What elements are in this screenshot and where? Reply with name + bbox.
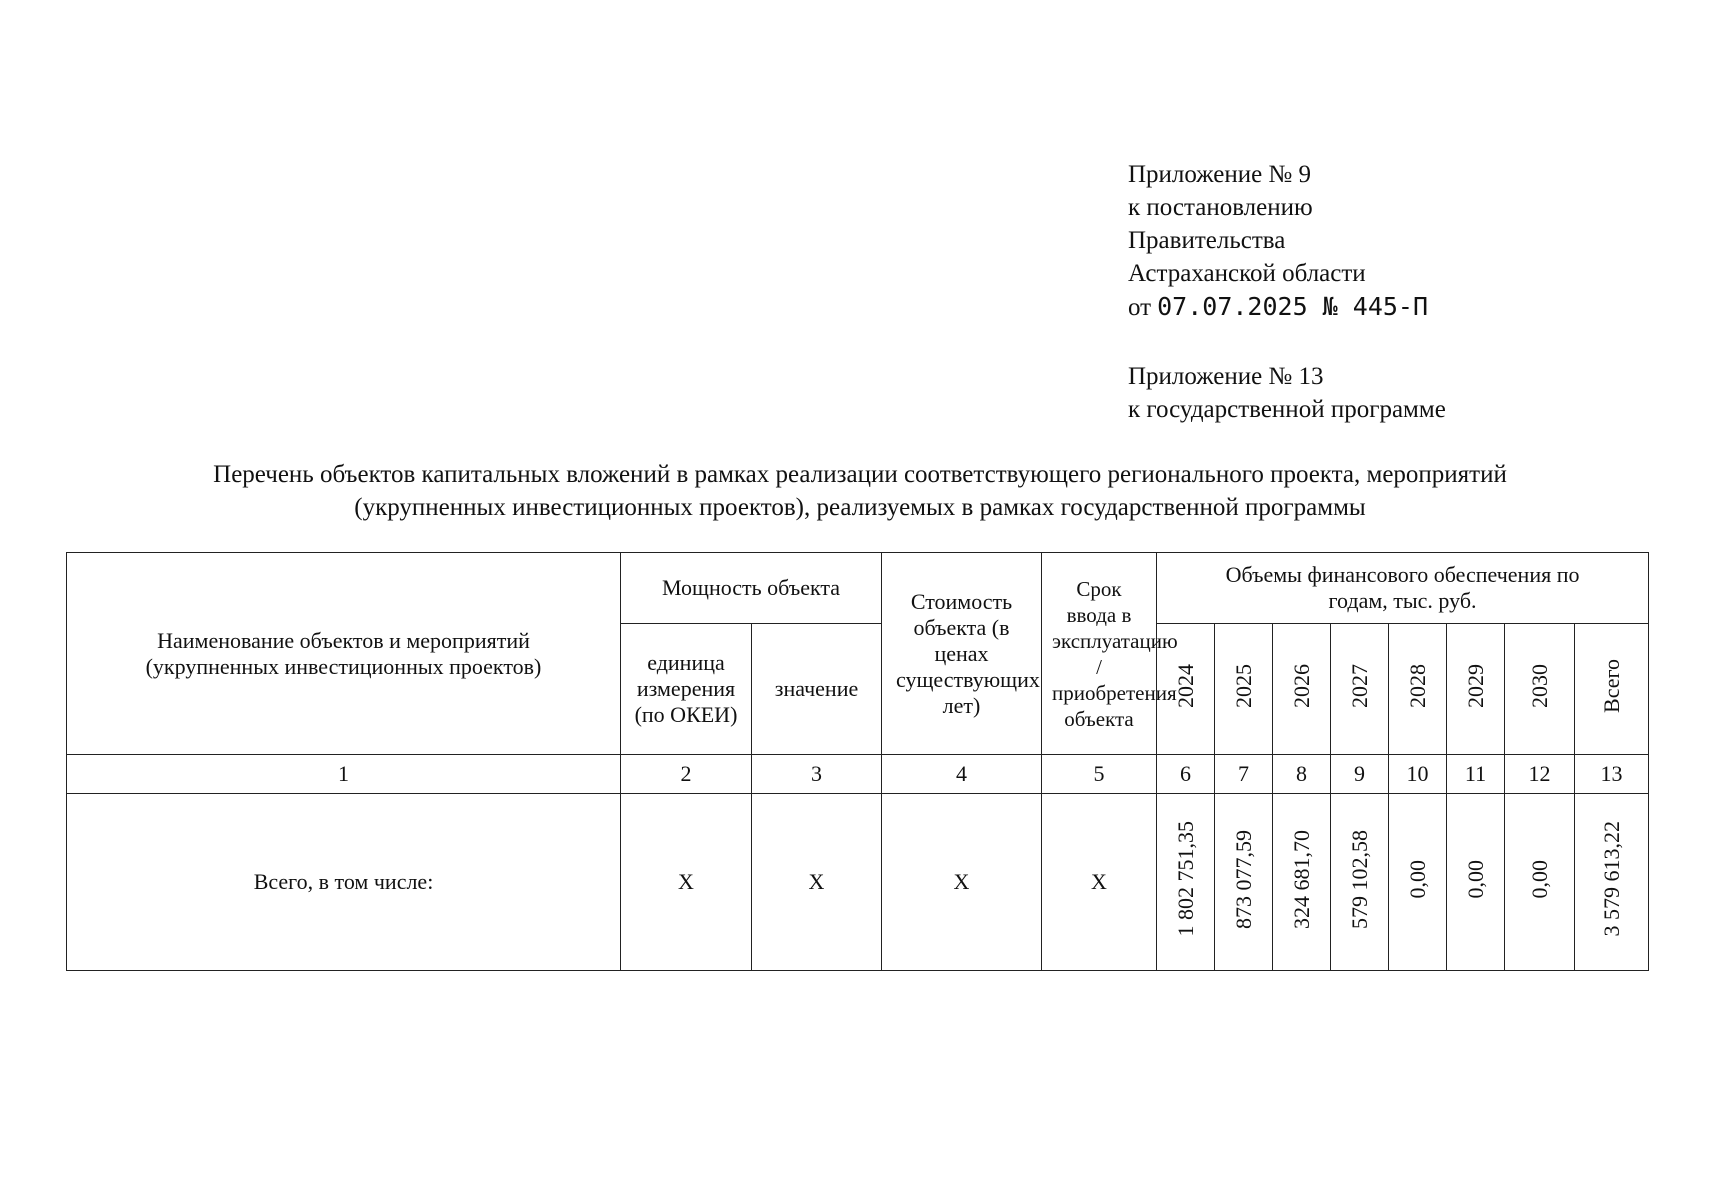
row-amount-2027: 579 102,58 (1331, 794, 1389, 971)
row-amount-2024: 1 802 751,35 (1157, 794, 1215, 971)
header-year-total: Всего (1575, 624, 1649, 755)
row-term: Х (1042, 794, 1157, 971)
decree-appendix-line: к постановлению (1128, 194, 1313, 221)
row-value: Х (752, 794, 882, 971)
decree-date-number: 07.07.2025 № 445-П (1157, 292, 1429, 321)
header-funding: Объемы финансового обеспечения по годам, тыс. руб. (1157, 553, 1649, 624)
column-number: 2 (621, 755, 752, 794)
column-number: 1 (67, 755, 621, 794)
column-number: 7 (1215, 755, 1273, 794)
row-amount-total: 3 579 613,22 (1575, 794, 1649, 971)
header-name: Наименование объектов и мероприятий (укрупненных инвестиционных проектов) (67, 553, 621, 755)
header-year-2028: 2028 (1389, 624, 1447, 755)
row-amount-2025: 873 077,59 (1215, 794, 1273, 971)
header-year-2024: 2024 (1157, 624, 1215, 755)
row-name: Всего, в том числе: (67, 794, 621, 971)
header-unit: единица измерения (по ОКЕИ) (621, 624, 752, 755)
header-year-2027: 2027 (1331, 624, 1389, 755)
decree-date-prefix: от (1128, 294, 1152, 321)
document-title-line: Перечень объектов капитальных вложений в рамках реализации соответствующего регионального проекта, мероприятий (213, 461, 1507, 488)
decree-appendix-line: Правительства (1128, 227, 1286, 254)
column-number-row (67, 755, 1649, 794)
header-year-2025: 2025 (1215, 624, 1273, 755)
header-value: значение (752, 624, 882, 755)
row-amount-2026: 324 681,70 (1273, 794, 1331, 971)
column-number: 12 (1505, 755, 1575, 794)
decree-appendix-block (1128, 158, 1428, 324)
column-number: 11 (1447, 755, 1505, 794)
header-term: Срок ввода в эксплуатацию / приобретения объекта (1042, 553, 1157, 755)
header-cost: Стоимость объекта (в ценах существующих лет) (882, 553, 1042, 755)
decree-appendix-line: Приложение № 9 (1128, 161, 1312, 188)
column-number: 4 (882, 755, 1042, 794)
row-amount-2028: 0,00 (1389, 794, 1447, 971)
row-cost: Х (882, 794, 1042, 971)
column-number: 3 (752, 755, 882, 794)
column-number: 6 (1157, 755, 1215, 794)
decree-date-line (1128, 290, 1428, 324)
document-title (60, 458, 1660, 524)
row-amount-2029: 0,00 (1447, 794, 1505, 971)
header-year-2029: 2029 (1447, 624, 1505, 755)
header-year-2026: 2026 (1273, 624, 1331, 755)
program-appendix-block (1128, 360, 1446, 426)
column-number: 9 (1331, 755, 1389, 794)
column-number: 10 (1389, 755, 1447, 794)
header-capacity: Мощность объекта (621, 553, 882, 624)
document-title-line: (укрупненных инвестиционных проектов), реализуемых в рамках государственной программы (354, 494, 1366, 521)
column-number: 13 (1575, 755, 1649, 794)
capital-investment-table (66, 552, 1649, 971)
column-number: 8 (1273, 755, 1331, 794)
column-number: 5 (1042, 755, 1157, 794)
decree-appendix-line: Астраханской области (1128, 260, 1366, 287)
row-amount-2030: 0,00 (1505, 794, 1575, 971)
table-row (67, 794, 1649, 971)
row-unit: Х (621, 794, 752, 971)
program-appendix-line: Приложение № 13 (1128, 363, 1324, 390)
program-appendix-line: к государственной программе (1128, 396, 1446, 423)
header-year-2030: 2030 (1505, 624, 1575, 755)
